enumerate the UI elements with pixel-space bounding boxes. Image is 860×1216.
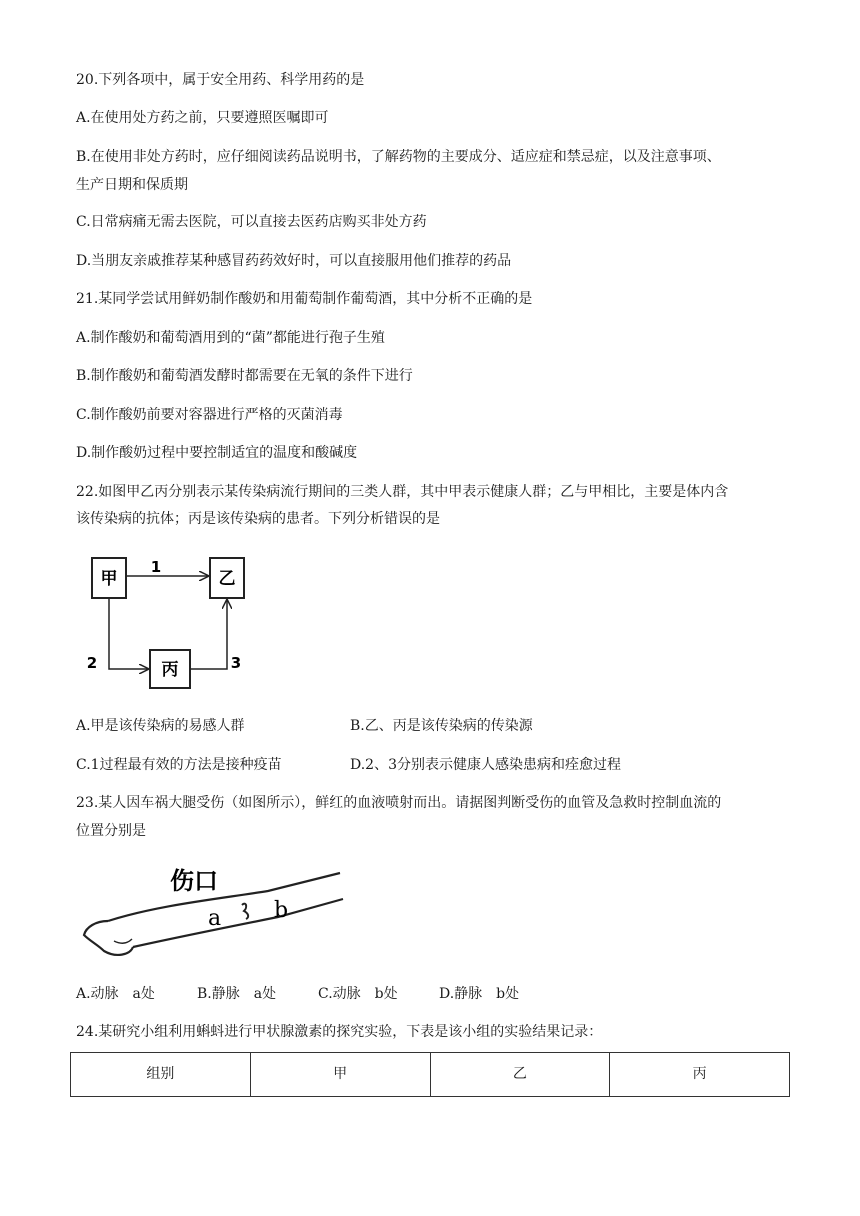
arrow-2 <box>109 598 148 669</box>
q20-option-d: D.当朋友亲戚推荐某种感冒药药效好时，可以直接服用他们推荐的药品 <box>76 253 512 269</box>
arrow-3 <box>190 600 227 669</box>
arrow-3-label: 3 <box>230 654 242 672</box>
q22-option-c: C.1过程最有效的方法是接种疫苗 <box>76 757 282 773</box>
leg-wound-figure <box>78 855 348 965</box>
arrow-2-label: 2 <box>86 654 98 672</box>
q20-option-a: A.在使用处方药之前，只要遵照医嘱即可 <box>76 110 329 126</box>
q20-stem: 20.下列各项中，属于安全用药、科学用药的是 <box>76 72 365 88</box>
knee-detail <box>114 939 132 943</box>
q20-option-c: C.日常病痛无需去医院，可以直接去医药店购买非处方药 <box>76 214 427 230</box>
q21-option-b: B.制作酸奶和葡萄酒发酵时都需要在无氧的条件下进行 <box>76 368 413 384</box>
q22-option-d: D.2、3分别表示健康人感染患病和痊愈过程 <box>350 757 621 773</box>
q21-option-d: D.制作酸奶过程中要控制适宜的温度和酸碱度 <box>76 445 358 461</box>
q22-stem-line2: 该传染病的抗体；丙是该传染病的患者。下列分析错误的是 <box>76 511 440 527</box>
leg-outline-top <box>108 873 340 921</box>
table-header-cell: 乙 <box>430 1053 610 1097</box>
q21-option-c: C.制作酸奶前要对容器进行严格的灭菌消毒 <box>76 407 343 423</box>
q23-stem-line1: 23.某人因车祸大腿受伤（如图所示），鲜红的血液喷射而出。请据图判断受伤的血管及急救时控制血流的 <box>76 795 722 811</box>
arrow-1-label: 1 <box>150 558 162 576</box>
experiment-results-table <box>70 1052 790 1097</box>
table-header-cell: 组别 <box>71 1053 251 1097</box>
foot-outline <box>84 921 133 955</box>
box-bing-label: 丙 <box>161 660 179 680</box>
q22-stem-line1: 22.如图甲乙丙分别表示某传染病流行期间的三类人群，其中甲表示健康人群；乙与甲相比，主要是体内含 <box>76 484 729 500</box>
table-header-row <box>71 1053 790 1097</box>
q23-stem-line2: 位置分别是 <box>76 823 146 839</box>
label-a: a <box>208 906 222 931</box>
q21-stem: 21.某同学尝试用鲜奶制作酸奶和用葡萄制作葡萄酒，其中分析不正确的是 <box>76 291 533 307</box>
q22-option-b: B.乙、丙是该传染病的传染源 <box>350 718 533 734</box>
infection-flow-diagram <box>80 550 260 700</box>
table-header-cell: 甲 <box>250 1053 430 1097</box>
q23-option-c: C.动脉 b处 <box>318 986 398 1002</box>
q21-option-a: A.制作酸奶和葡萄酒用到的“菌”都能进行孢子生殖 <box>76 330 385 346</box>
label-b: b <box>274 898 289 923</box>
q24-stem: 24.某研究小组利用蝌蚪进行甲状腺激素的探究实验，下表是该小组的实验结果记录： <box>76 1024 603 1040</box>
q23-option-d: D.静脉 b处 <box>439 986 520 1002</box>
wound-mark <box>242 904 248 919</box>
box-yi-label: 乙 <box>218 569 236 589</box>
q23-option-b: B.静脉 a处 <box>197 986 277 1002</box>
q23-option-a: A.动脉 a处 <box>76 986 155 1002</box>
q20-option-b-line2: 生产日期和保质期 <box>76 177 188 193</box>
wound-label: 伤口 <box>170 867 218 895</box>
box-jia-label: 甲 <box>100 569 118 589</box>
q20-option-b-line1: B.在使用非处方药时，应仔细阅读药品说明书，了解药物的主要成分、适应症和禁忌症，以及注意事项、 <box>76 149 721 165</box>
table-header-cell: 丙 <box>610 1053 790 1097</box>
q22-option-a: A.甲是该传染病的易感人群 <box>76 718 245 734</box>
